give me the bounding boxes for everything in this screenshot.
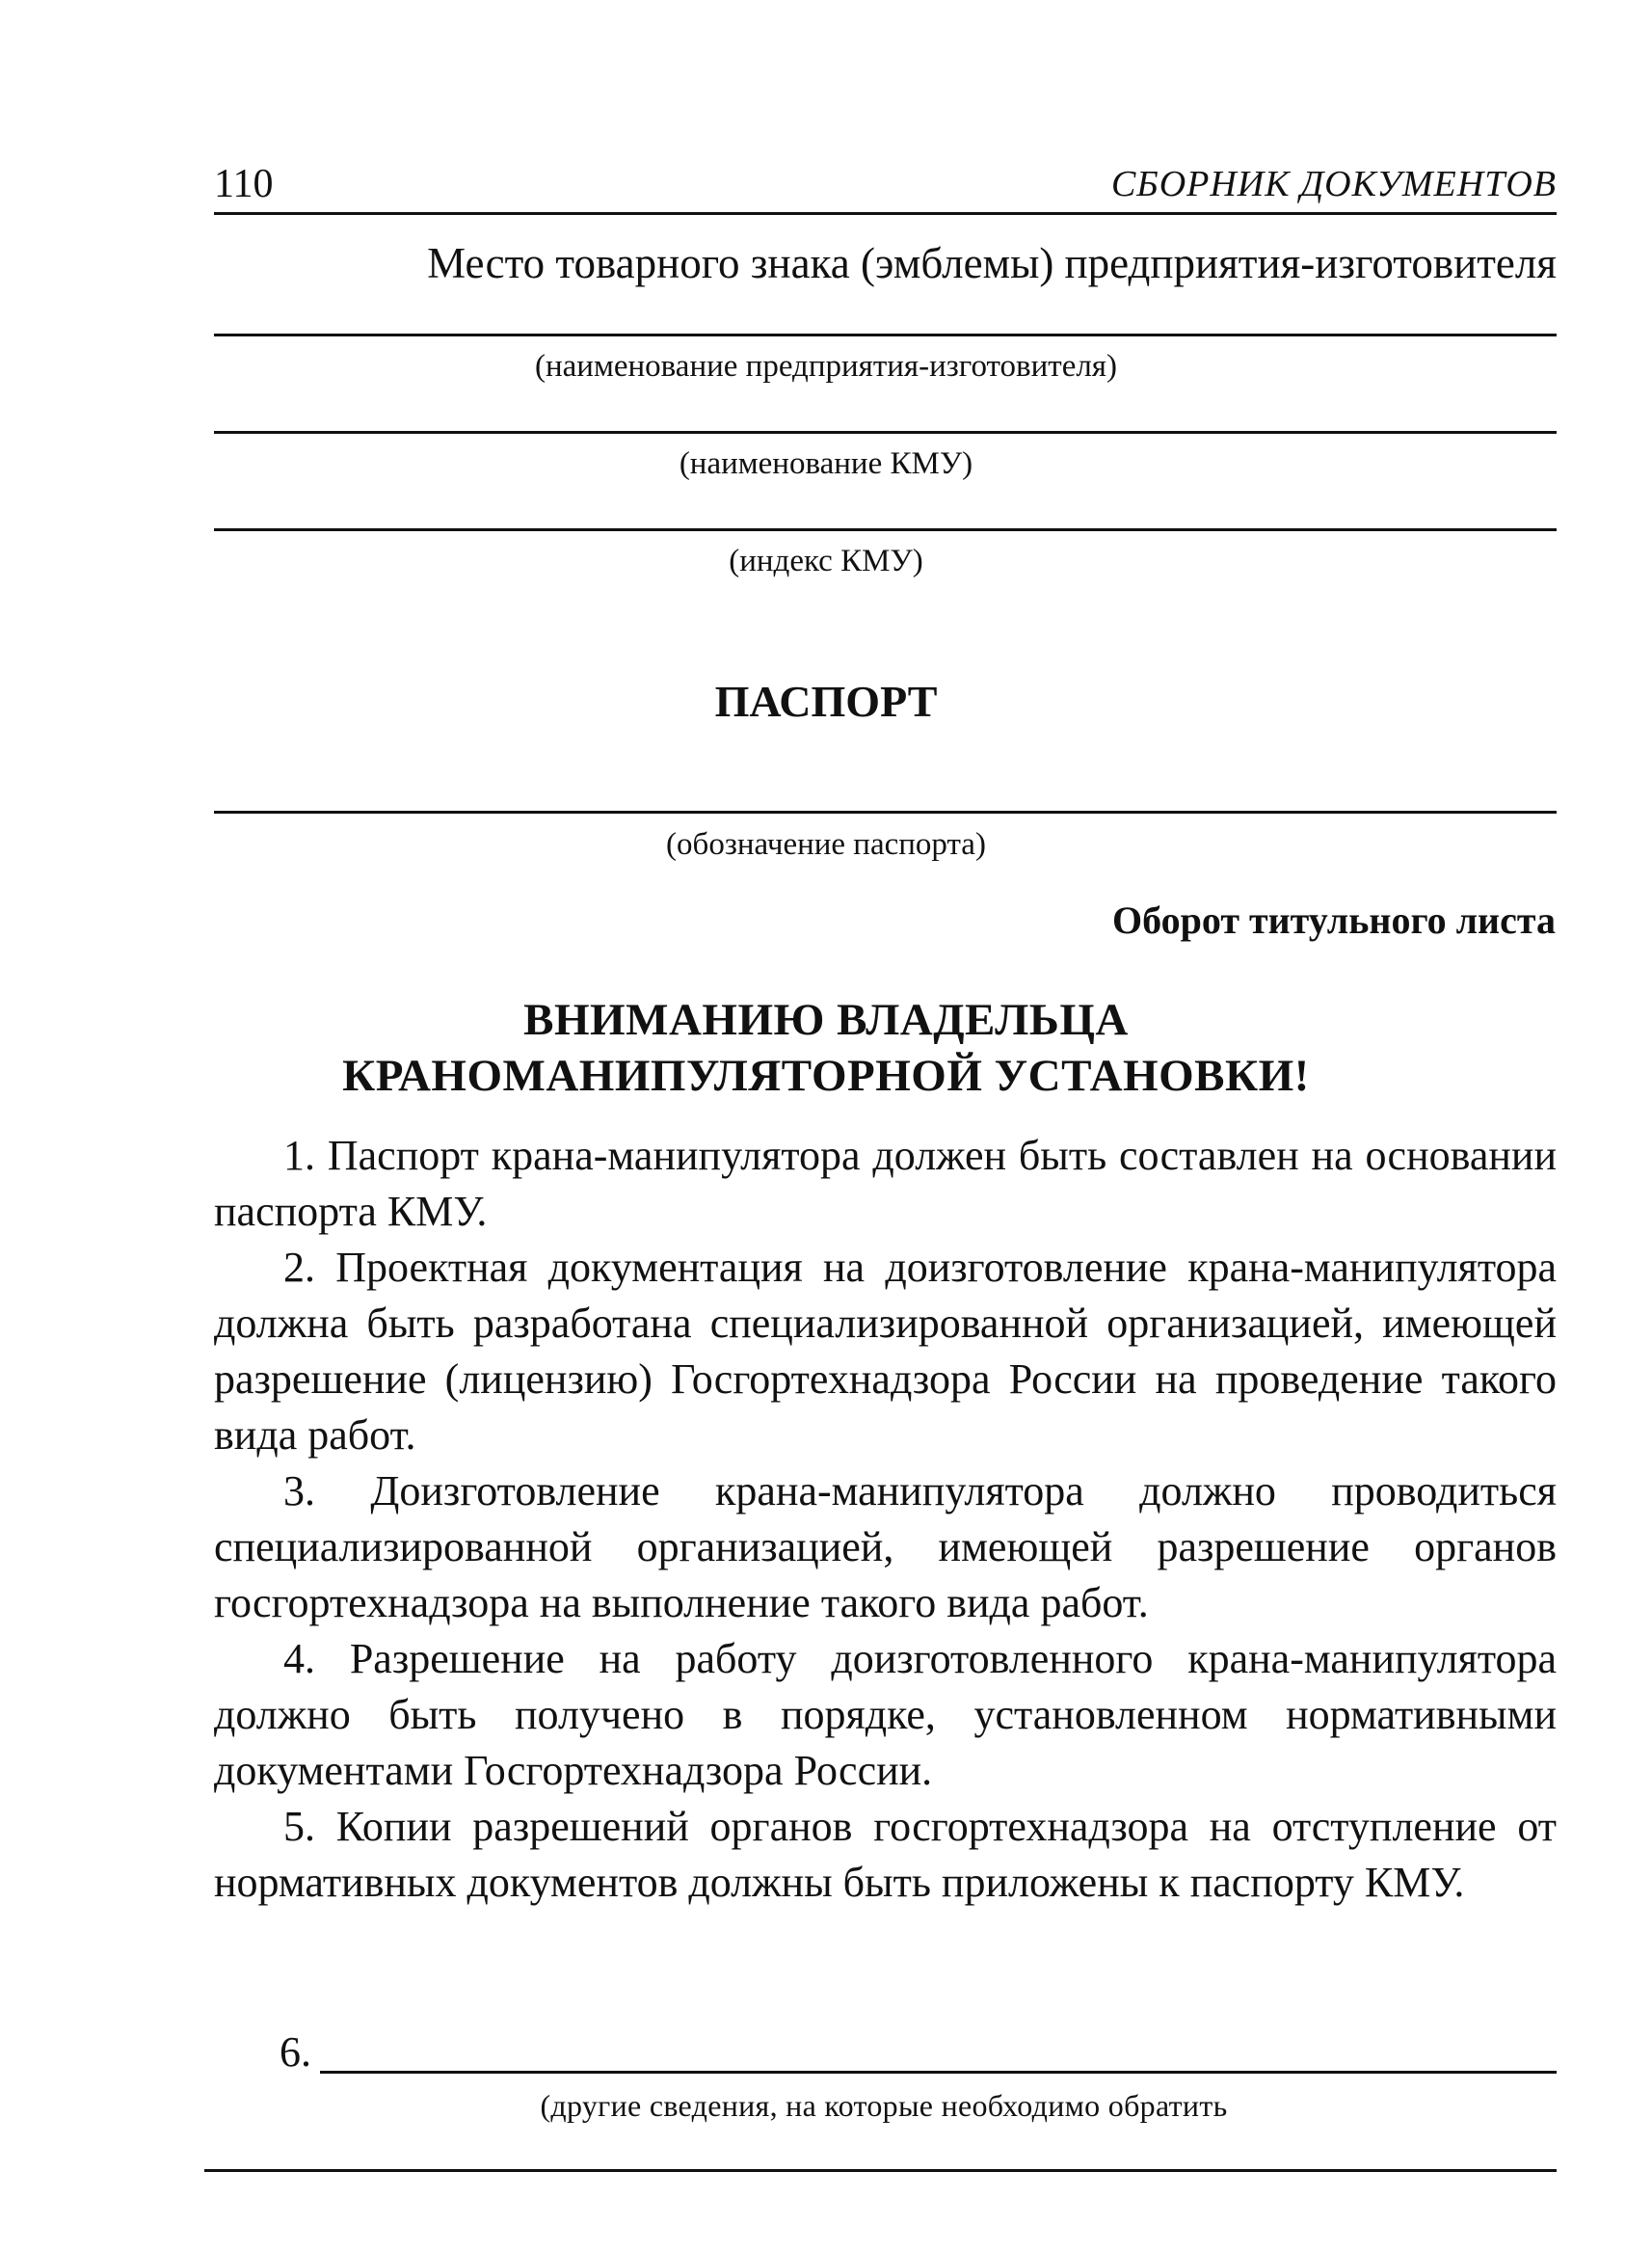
running-head: СБОРНИК ДОКУМЕНТОВ <box>1110 164 1557 204</box>
notice-item-5: 5. Копии разрешений органов госгортехнадзора на отступление от нормативных документов должны быть приложены к паспорту КМУ. <box>214 1803 1557 1906</box>
passport-designation-blank <box>214 811 1557 814</box>
notice-item-6-number: 6. <box>280 2028 311 2076</box>
kmu-index-blank <box>214 528 1557 531</box>
notice-item-1: 1. Паспорт крана-манипулятора должен быть составлен на основании паспорта КМУ. <box>214 1132 1557 1235</box>
notice-item-6-caption: (другие сведения, на которые необходимо обратить <box>540 2088 1228 2123</box>
manufacturer-name-caption: (наименование предприятия-изготовителя) <box>535 349 1117 384</box>
kmu-name-blank <box>214 431 1557 434</box>
notice-heading-line2: КРАНОМАНИПУЛЯТОРНОЙ УСТАНОВКИ! <box>342 1051 1310 1101</box>
logo-place-text: Место товарного знака (эмблемы) предприятия-изготовителя <box>427 239 1557 287</box>
notice-item-4: 4. Разрешение на работу доизготовленного крана-манипулятора должно быть получено в порядке, установленном нормативными документами Госгортехнадзора России. <box>214 1635 1557 1794</box>
kmu-name-caption: (наименование КМУ) <box>679 446 973 481</box>
notice-heading-line1: ВНИМАНИЮ ВЛАДЕЛЬЦА <box>523 995 1129 1045</box>
notice-item-6-continuation-blank <box>204 2169 1557 2172</box>
manufacturer-name-blank <box>214 334 1557 336</box>
notice-item-2: 2. Проектная документация на доизготовление крана-манипулятора должна быть разработана специализированной организацией, имеющей разрешение (лицензию) Госгортехнадзора России на проведение такого вида работ. <box>214 1244 1557 1459</box>
passport-designation-caption: (обозначение паспорта) <box>666 827 986 862</box>
notice-item-3: 3. Доизготовление крана-манипулятора должно проводиться специализированной организацией, имеющей разрешение органов госгортехнадзора на выполнение такого вида работ. <box>214 1467 1557 1626</box>
page-number: 110 <box>214 162 274 206</box>
page-header <box>214 159 1557 215</box>
passport-title: ПАСПОРТ <box>714 677 938 726</box>
notice-item-6-blank <box>320 2071 1557 2074</box>
kmu-index-caption: (индекс КМУ) <box>729 544 923 578</box>
reverse-side-subtitle: Оборот титульного листа <box>1112 898 1556 942</box>
